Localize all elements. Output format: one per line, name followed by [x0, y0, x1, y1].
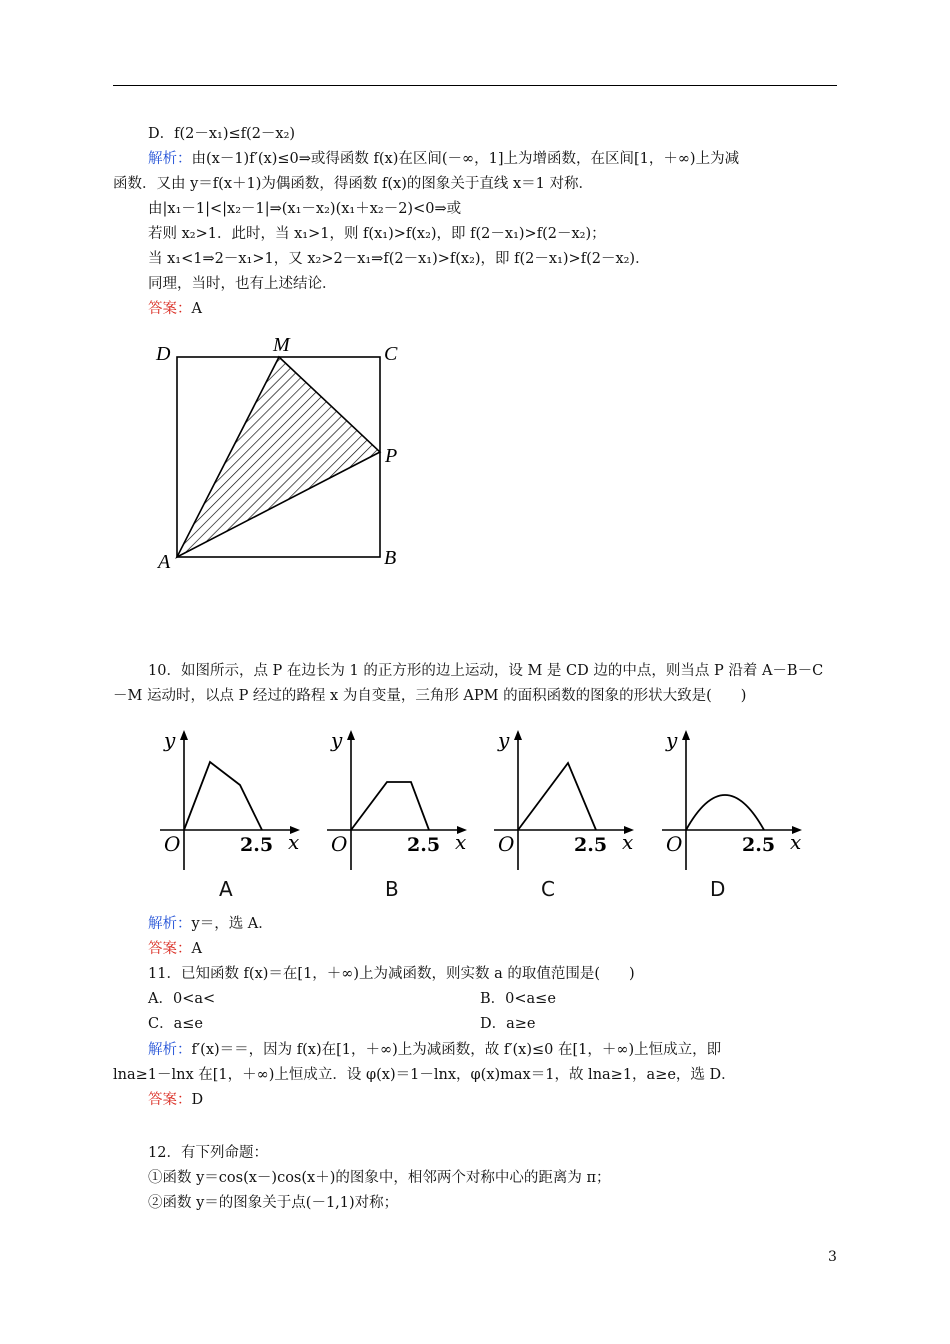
q12-stem: 12．有下列命题：: [148, 1145, 268, 1161]
analysis-label: 解析：: [148, 916, 192, 932]
y-axis-label: y: [666, 728, 678, 752]
label-d: D: [156, 343, 171, 365]
answer-label: 答案：: [148, 301, 192, 317]
square-diagram: [150, 330, 420, 580]
answer-value: D: [191, 1092, 204, 1108]
q11-option-a: A．0<a<: [148, 991, 216, 1007]
x-axis-label: x: [622, 830, 634, 854]
origin-label: O: [164, 832, 181, 856]
graph-c-label: C: [541, 877, 555, 901]
q11-answer: [148, 1090, 203, 1110]
q9-analysis-4: 当 x₁<1⇒2－x₁>1，又 x₂>2－x₁⇒f(2－x₁)>f(x₂)，即 f(2－x₁)>f(2－x₂)．: [148, 251, 650, 267]
page-number: 3: [828, 1249, 837, 1265]
answer-value: A: [191, 301, 202, 317]
origin-label: O: [666, 832, 683, 856]
q11-stem: 11．已知函数 f(x)＝在[1，＋∞)上为减函数，则实数 a 的取值范围是( ): [148, 966, 635, 982]
answer-value: A: [191, 941, 202, 957]
q9-analysis-1: [148, 149, 739, 169]
q11-option-c: C．a≤e: [148, 1016, 203, 1032]
q9-analysis-3: 若则 x₂>1．此时，当 x₁>1，则 f(x₁)>f(x₂)，即 f(2－x₁)>f(2－x₂)；: [148, 226, 606, 242]
analysis-text: y＝，选 A．: [191, 916, 273, 932]
y-axis-label: y: [164, 728, 176, 752]
tick-label: 2.5: [574, 834, 608, 856]
label-p: P: [385, 445, 398, 467]
graph-a-label: A: [219, 877, 233, 901]
header-rule: [113, 85, 837, 86]
tick-label: 2.5: [407, 834, 441, 856]
q9-answer: [148, 299, 202, 319]
origin-label: O: [498, 832, 515, 856]
curve-c: [518, 763, 596, 830]
q10-analysis: [148, 914, 273, 934]
q9-analysis-1b: 函数．又由 y＝f(x＋1)为偶函数，得函数 f(x)的图象关于直线 x＝1 对称．: [113, 176, 593, 192]
triangle-apm: [177, 357, 380, 557]
y-axis-label: y: [331, 728, 343, 752]
x-axis-label: x: [790, 830, 802, 854]
answer-label: 答案：: [148, 1092, 192, 1108]
q11-option-d: D．a≥e: [480, 1016, 536, 1032]
graph-b: [317, 725, 477, 875]
analysis-label: 解析：: [148, 151, 192, 167]
q12-item-2: ②函数 y＝的图象关于点(－1,1)对称；: [148, 1195, 399, 1211]
q11-analysis-1: [148, 1040, 721, 1060]
label-c: C: [384, 343, 398, 365]
q9-analysis-2: 由|x₁－1|<|x₂－1|⇒(x₁－x₂)(x₁＋x₂－2)<0⇒或: [148, 201, 462, 217]
y-axis-label: y: [498, 728, 510, 752]
q9-analysis-5: 同理，当时，也有上述结论．: [148, 276, 337, 292]
q12-item-1: ①函数 y＝cos(x－)cos(x＋)的图象中，相邻两个对称中心的距离为 π；: [148, 1170, 611, 1186]
label-a: A: [158, 551, 171, 573]
answer-label: 答案：: [148, 941, 192, 957]
graph-d: [652, 725, 812, 875]
curve-b: [351, 782, 429, 830]
x-axis-label: x: [288, 830, 300, 854]
q10-stem-2: －M 运动时，以点 P 经过的路程 x 为自变量，三角形 APM 的面积函数的图象的形状大致是( ): [113, 688, 747, 704]
tick-label: 2.5: [742, 834, 776, 856]
graph-d-label: D: [710, 877, 726, 901]
q11-analysis-2: lna≥1－lnx 在[1，＋∞)上恒成立．设 φ(x)＝1－lnx，φ(x)max＝1，故 lna≥1，a≥e，选 D．: [113, 1067, 736, 1083]
graph-a: [150, 725, 310, 875]
analysis-label: 解析：: [148, 1042, 192, 1058]
label-b: B: [384, 547, 397, 569]
label-m: M: [273, 334, 290, 356]
curve-a: [184, 762, 262, 830]
x-axis-label: x: [455, 830, 467, 854]
curve-d: [686, 795, 764, 830]
graph-c: [484, 725, 644, 875]
q9-option-d: D．f(2－x₁)≤f(2－x₂): [148, 126, 296, 142]
q10-answer: [148, 939, 202, 959]
origin-label: O: [331, 832, 348, 856]
tick-label: 2.5: [240, 834, 274, 856]
q11-option-b: B．0<a≤e: [480, 991, 556, 1007]
q10-stem-1: 10．如图所示，点 P 在边长为 1 的正方形的边上运动，设 M 是 CD 边的中点，则当点 P 沿着 A－B－C: [148, 663, 824, 679]
analysis-text: 由(x－1)f′(x)≤0⇒或得函数 f(x)在区间(－∞，1]上为增函数，在区间[1，＋∞)上为减: [191, 151, 740, 167]
graph-b-label: B: [385, 877, 399, 901]
analysis-text: f′(x)＝＝，因为 f(x)在[1，＋∞)上为减函数，故 f′(x)≤0 在[1，＋∞)上恒成立，即: [191, 1042, 722, 1058]
